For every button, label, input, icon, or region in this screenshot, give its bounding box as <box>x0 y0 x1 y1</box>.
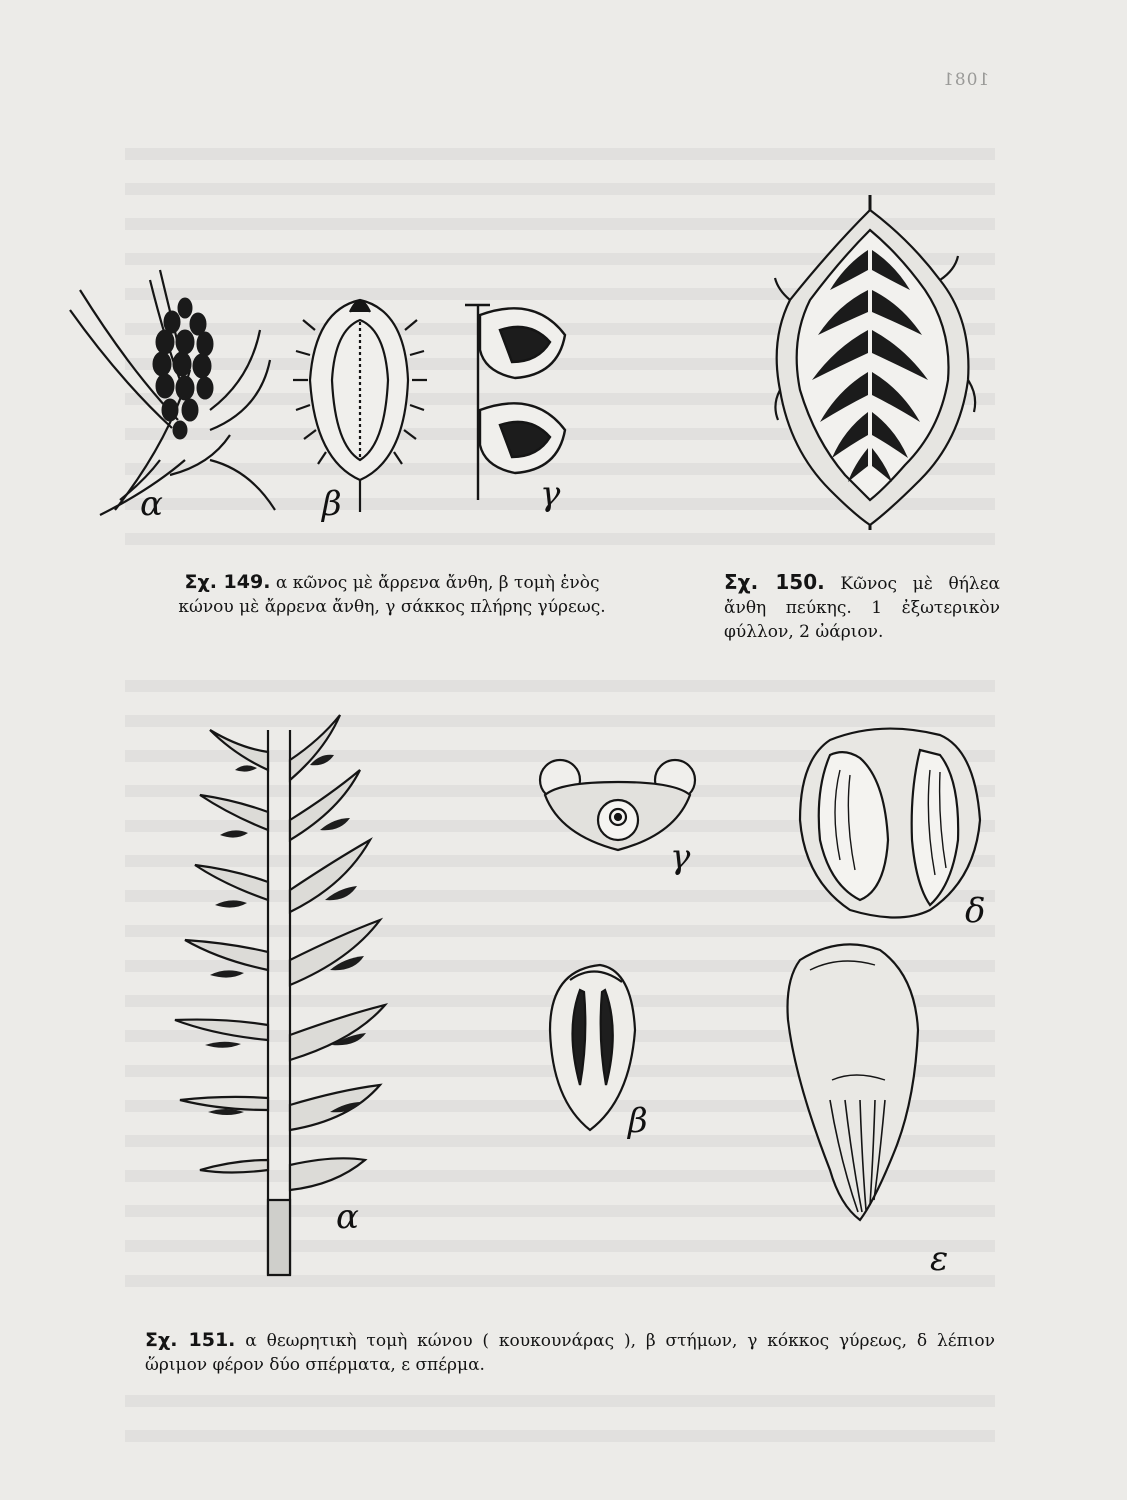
figure-149-caption-text: α κῶνος μὲ ἄρρενα ἄνθη, β τομὴ ἑνὸς κώνου μὲ ἄρρενα ἄνθη, γ σάκκος πλήρης γύρεως. <box>178 573 606 617</box>
figure-149-label-alpha: α <box>140 484 163 524</box>
figure-149-number: Σχ. 149. <box>184 571 271 593</box>
figure-149 <box>60 260 580 560</box>
show-through-line <box>125 1430 995 1442</box>
figure-151-caption-text: α θεωρητικὴ τομὴ κώνου ( κουκουνάρας ), β στήμων, γ κόκκος γύρεως, δ λέπιον ὥριμον φέρον δύο σπέρματα, ε σπέρμα. <box>145 1331 995 1375</box>
figure-150-caption-text: Κῶνος μὲ θήλεα ἄνθη πεύκης. 1 ἐξωτερικὸν φύλλον, 2 ὠάριον. <box>724 574 1000 642</box>
male-cone-cluster-illustration <box>70 270 275 515</box>
figure-150 <box>760 190 990 550</box>
figure-151-caption <box>145 1328 995 1377</box>
figure-151 <box>140 700 1010 1290</box>
show-through-line <box>125 680 995 692</box>
figure-151-label-delta: δ <box>965 891 986 931</box>
pollen-sac-illustration <box>465 305 565 500</box>
stamen-illustration <box>550 965 635 1130</box>
figure-151-label-beta: β <box>628 1101 648 1141</box>
figure-151-number: Σχ. 151. <box>145 1329 236 1351</box>
mature-scale-illustration <box>800 729 980 918</box>
figure-150-drawing <box>760 190 990 550</box>
show-through-line <box>125 1395 995 1407</box>
figure-150-caption <box>724 570 1000 644</box>
figure-151-drawing <box>140 700 1010 1290</box>
figure-149-label-gamma: γ <box>540 474 561 514</box>
figure-151-label-alpha: α <box>336 1197 359 1237</box>
figure-151-label-gamma: γ <box>670 837 691 877</box>
show-through-line <box>125 148 995 160</box>
figure-150-number: Σχ. 150. <box>724 570 825 594</box>
figure-149-label-beta: β <box>322 484 342 524</box>
cone-section-illustration <box>175 715 385 1275</box>
seed-illustration <box>788 944 919 1220</box>
female-cone-scale-illustration <box>775 195 975 530</box>
page-number-show-through: 1081 <box>942 70 990 90</box>
figure-151-label-epsilon: ε <box>930 1239 949 1279</box>
male-cone-section-illustration <box>293 300 427 512</box>
figure-149-caption <box>162 570 622 619</box>
figure-149-drawing <box>60 260 580 560</box>
